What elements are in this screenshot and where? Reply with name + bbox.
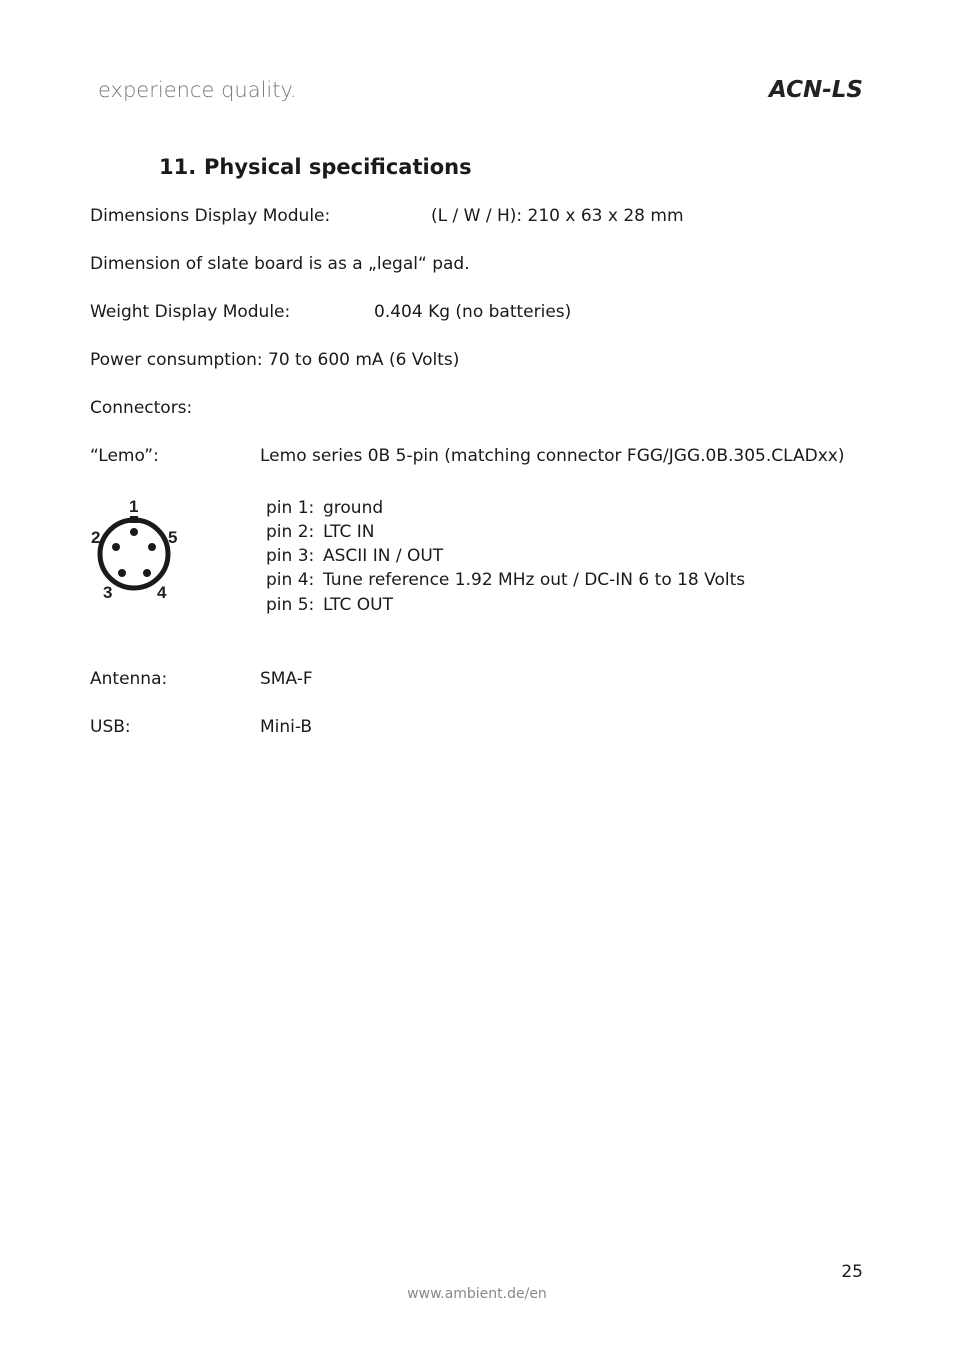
pin-value: LTC IN	[323, 522, 375, 542]
pin-dot-2	[112, 543, 120, 551]
pin-row	[266, 568, 745, 592]
pin-number-4: 4	[157, 583, 167, 602]
pin-dot-5	[148, 543, 156, 551]
lemo-label: “Lemo”:	[90, 446, 159, 466]
pin-row	[266, 593, 745, 617]
power-consumption: Power consumption: 70 to 600 mA (6 Volts)	[90, 350, 460, 370]
pin-dot-3	[118, 569, 126, 577]
pin-number-5: 5	[168, 528, 178, 547]
pin-value: ground	[323, 498, 384, 518]
pin-dot-4	[143, 569, 151, 577]
pin-dot-1	[130, 528, 138, 536]
antenna-value: SMA-F	[260, 669, 313, 689]
pin-label: pin 3:	[266, 546, 315, 566]
pin-value: ASCII IN / OUT	[323, 546, 444, 566]
pin-number-2: 2	[91, 528, 101, 547]
connector-key	[130, 516, 138, 523]
pin-label: pin 4:	[266, 570, 315, 590]
pin-label: pin 2:	[266, 522, 315, 542]
footer-url: www.ambient.de/en	[407, 1286, 547, 1302]
lemo-value: Lemo series 0B 5-pin (matching connector FGG/JGG.0B.305.CLADxx)	[260, 446, 845, 466]
pin-row	[266, 496, 745, 520]
pin-number-1: 1	[129, 497, 139, 516]
pin-number-3: 3	[103, 583, 113, 602]
section-number: 11.	[159, 155, 197, 179]
header-tagline: experience quality.	[98, 78, 297, 102]
pin-row	[266, 520, 745, 544]
usb-value: Mini-B	[260, 717, 313, 737]
connectors-label: Connectors:	[90, 398, 193, 418]
pin-list	[266, 496, 745, 617]
weight-value: 0.404 Kg (no batteries)	[374, 302, 572, 322]
page-number: 25	[841, 1262, 863, 1282]
weight-label: Weight Display Module:	[90, 302, 291, 322]
dimensions-label: Dimensions Display Module:	[90, 206, 331, 226]
pin-row	[266, 544, 745, 568]
pin-value: LTC OUT	[323, 595, 394, 615]
lemo-connector-diagram	[90, 494, 182, 604]
antenna-label: Antenna:	[90, 669, 168, 689]
usb-label: USB:	[90, 717, 131, 737]
section-heading	[159, 155, 472, 179]
pin-label: pin 1:	[266, 498, 315, 518]
pin-value: Tune reference 1.92 MHz out / DC-IN 6 to 18 Volts	[323, 570, 746, 590]
slate-note: Dimension of slate board is as a „legal“ pad.	[90, 254, 470, 274]
section-title: Physical specifications	[204, 155, 472, 179]
pin-label: pin 5:	[266, 595, 315, 615]
header-brand: ACN-LS	[769, 77, 863, 103]
dimensions-value: (L / W / H): 210 x 63 x 28 mm	[431, 206, 684, 226]
